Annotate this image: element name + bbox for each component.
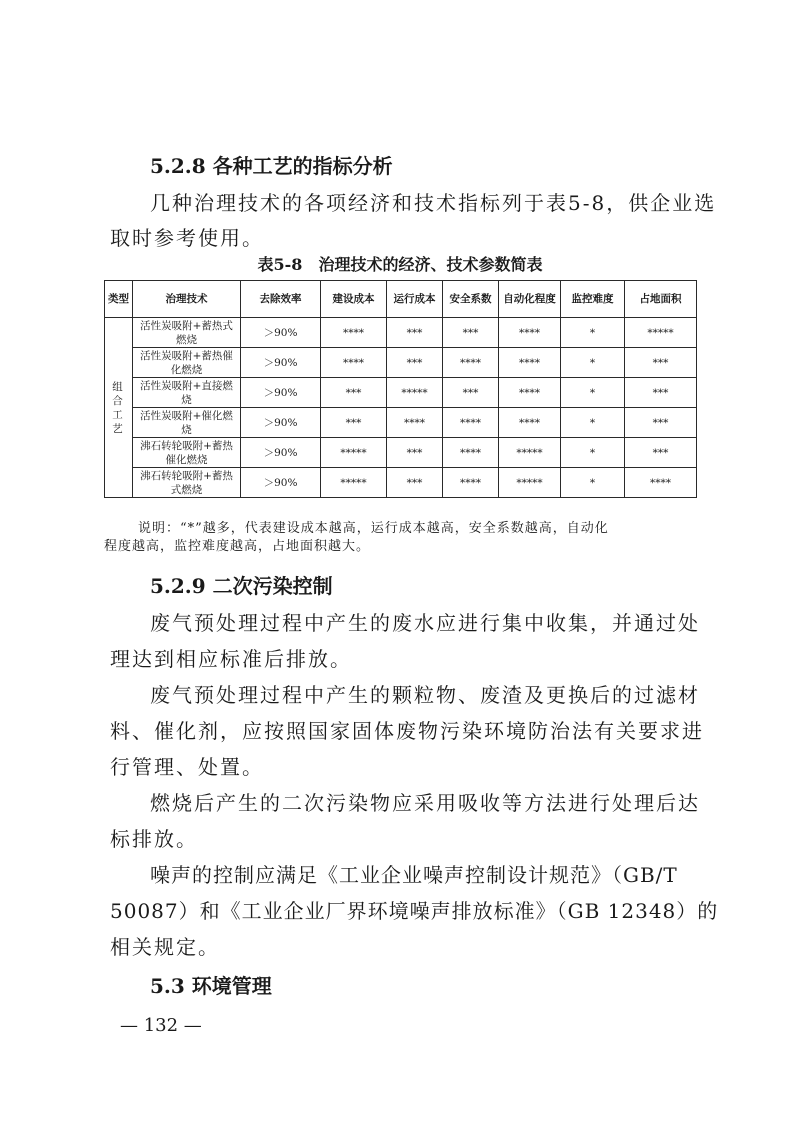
table-row: [105, 468, 697, 498]
cell: *: [561, 378, 625, 408]
cell: ***: [321, 408, 387, 438]
cell: ***: [387, 468, 443, 498]
para-2-line-3: 行管理、处置。: [110, 755, 264, 779]
cell: *****: [321, 468, 387, 498]
table-header-row: [105, 281, 697, 318]
table-row: [105, 378, 697, 408]
section-5-2-8-heading: 5.2.8 各种工艺的指标分析: [150, 154, 393, 178]
header-technology: 治理技术: [133, 281, 241, 318]
intro-line-1: 几种治理技术的各项经济和技术指标列于表5-8，供企业选: [150, 191, 717, 215]
para-3-line-1: 燃烧后产生的二次污染物应采用吸收等方法进行处理后达: [150, 791, 700, 815]
cell: *: [561, 318, 625, 348]
cell: ****: [321, 348, 387, 378]
para-3-line-2: 标排放。: [110, 827, 198, 851]
table-caption: 表5-8 治理技术的经济、技术参数简表: [257, 255, 543, 274]
header-operating-cost: 运行成本: [387, 281, 443, 318]
header-automation-level: 自动化程度: [499, 281, 561, 318]
table-row: [105, 318, 697, 348]
para-1-line-2: 理达到相应标准后排放。: [110, 647, 352, 671]
para-4-line-2: 50087）和《工业企业厂界环境噪声排放标准》（GB 12348）的: [110, 899, 719, 923]
cell: ***: [387, 318, 443, 348]
cell: ****: [499, 408, 561, 438]
cell: *: [561, 348, 625, 378]
cell: ***: [625, 378, 697, 408]
cell: 活性炭吸附+直接燃烧: [133, 378, 241, 408]
cell: ***: [625, 408, 697, 438]
section-5-2-9-heading: 5.2.9 二次污染控制: [150, 574, 333, 598]
category-cell: 组合工艺: [105, 318, 133, 498]
table-row: [105, 348, 697, 378]
para-4-line-1: 噪声的控制应满足《工业企业噪声控制设计规范》（GB/T: [150, 863, 678, 887]
intro-line-2: 取时参考使用。: [110, 226, 264, 250]
header-land-area: 占地面积: [625, 281, 697, 318]
cell: ***: [625, 438, 697, 468]
section-5-3-heading: 5.3 环境管理: [150, 974, 272, 998]
cell: ***: [625, 348, 697, 378]
cell: *****: [625, 318, 697, 348]
cell: ＞90%: [241, 468, 321, 498]
cell: ****: [387, 408, 443, 438]
cell: ***: [387, 438, 443, 468]
header-construction-cost: 建设成本: [321, 281, 387, 318]
cell: 沸石转轮吸附+蓄热式燃烧: [133, 468, 241, 498]
cell: 活性炭吸附+催化燃烧: [133, 408, 241, 438]
cell: ****: [625, 468, 697, 498]
header-type: 类型: [105, 281, 133, 318]
header-safety-factor: 安全系数: [443, 281, 499, 318]
cell: *****: [321, 438, 387, 468]
para-1-line-1: 废气预处理过程中产生的废水应进行集中收集，并通过处: [150, 611, 700, 635]
cell: ****: [499, 348, 561, 378]
cell: ***: [443, 318, 499, 348]
header-monitoring-difficulty: 监控难度: [561, 281, 625, 318]
cell: *****: [387, 378, 443, 408]
cell: ****: [443, 348, 499, 378]
cell: ***: [387, 348, 443, 378]
page-number: — 132 —: [120, 1015, 202, 1036]
cell: ****: [443, 438, 499, 468]
cell: ＞90%: [241, 318, 321, 348]
table-row: [105, 438, 697, 468]
cell: ****: [443, 468, 499, 498]
table-row: [105, 408, 697, 438]
table-note-line-1: 说明：“*”越多，代表建设成本越高，运行成本越高，安全系数越高，自动化: [138, 521, 609, 536]
cell: ****: [321, 318, 387, 348]
table-note-line-2: 程度越高，监控难度越高，占地面积越大。: [104, 539, 371, 554]
para-2-line-2: 料、催化剂，应按照国家固体废物污染环境防治法有关要求进: [110, 719, 704, 743]
cell: ***: [321, 378, 387, 408]
table-note: [104, 520, 696, 556]
para-4-line-3: 相关规定。: [110, 935, 220, 959]
cell: 沸石转轮吸附+蓄热催化燃烧: [133, 438, 241, 468]
cell: *****: [499, 438, 561, 468]
cell: ＞90%: [241, 438, 321, 468]
cell: ***: [443, 378, 499, 408]
cell: 活性炭吸附+蓄热催化燃烧: [133, 348, 241, 378]
para-2-line-1: 废气预处理过程中产生的颗粒物、废渣及更换后的过滤材: [150, 683, 700, 707]
cell: *****: [499, 468, 561, 498]
cell: ＞90%: [241, 348, 321, 378]
cell: ＞90%: [241, 378, 321, 408]
tech-params-table: [104, 280, 697, 498]
cell: 活性炭吸附+蓄热式燃烧: [133, 318, 241, 348]
cell: *: [561, 408, 625, 438]
cell: ****: [443, 408, 499, 438]
header-removal-efficiency: 去除效率: [241, 281, 321, 318]
cell: ****: [499, 318, 561, 348]
cell: *: [561, 468, 625, 498]
cell: ****: [499, 378, 561, 408]
cell: *: [561, 438, 625, 468]
cell: ＞90%: [241, 408, 321, 438]
